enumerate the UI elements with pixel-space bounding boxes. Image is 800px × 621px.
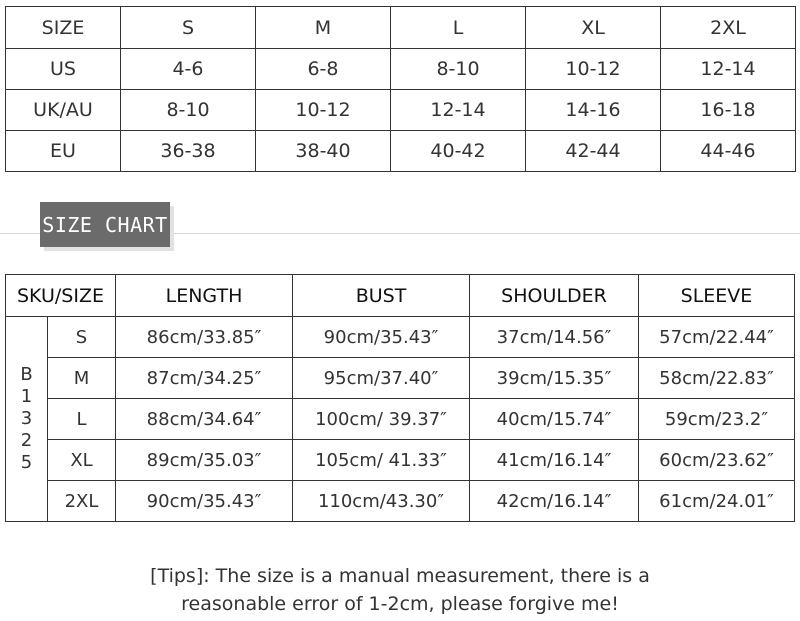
table-cell: 60cm/23.62″ <box>639 440 795 481</box>
table-row <box>6 90 796 131</box>
table-cell: 110cm/43.30″ <box>293 481 470 522</box>
header-cell: M <box>256 7 391 49</box>
region-cell: EU <box>6 131 121 172</box>
size-cell: XL <box>48 440 116 481</box>
header-cell: S <box>121 7 256 49</box>
table-cell: 12-14 <box>391 90 526 131</box>
region-cell: UK/AU <box>6 90 121 131</box>
table-cell: 8-10 <box>391 49 526 90</box>
table-cell: 39cm/15.35″ <box>470 358 639 399</box>
header-cell-bust: BUST <box>293 275 470 317</box>
table-cell: 44-46 <box>661 131 796 172</box>
header-cell-sleeve: SLEEVE <box>639 275 795 317</box>
size-chart-label: SIZE CHART <box>40 202 170 247</box>
table-row <box>6 440 795 481</box>
table-cell: 87cm/34.25″ <box>116 358 293 399</box>
table-cell: 89cm/35.03″ <box>116 440 293 481</box>
header-cell-length: LENGTH <box>116 275 293 317</box>
size-cell: L <box>48 399 116 440</box>
table-cell: 40cm/15.74″ <box>470 399 639 440</box>
table-cell: 59cm/23.2″ <box>639 399 795 440</box>
tips-line-1: [Tips]: The size is a manual measurement, there is a <box>150 565 650 587</box>
table-cell: 88cm/34.64″ <box>116 399 293 440</box>
table-header-row <box>6 275 795 317</box>
header-cell: 2XL <box>661 7 796 49</box>
table-cell: 16-18 <box>661 90 796 131</box>
table-cell: 38-40 <box>256 131 391 172</box>
table-cell: 58cm/22.83″ <box>639 358 795 399</box>
table-cell: 36-38 <box>121 131 256 172</box>
table-row <box>6 49 796 90</box>
size-cell: 2XL <box>48 481 116 522</box>
table-cell: 42-44 <box>526 131 661 172</box>
table-row <box>6 399 795 440</box>
size-cell: M <box>48 358 116 399</box>
table-cell: 100cm/ 39.37″ <box>293 399 470 440</box>
table-cell: 42cm/16.14″ <box>470 481 639 522</box>
size-conversion-table <box>5 6 796 172</box>
table-cell: 10-12 <box>526 49 661 90</box>
table-row <box>6 317 795 358</box>
table-cell: 90cm/35.43″ <box>293 317 470 358</box>
sku-cell <box>6 317 48 522</box>
table-cell: 57cm/22.44″ <box>639 317 795 358</box>
header-cell: XL <box>526 7 661 49</box>
table-cell: 41cm/16.14″ <box>470 440 639 481</box>
sku-code: B 1 3 2 5 <box>20 364 33 473</box>
table-cell: 37cm/14.56″ <box>470 317 639 358</box>
header-cell-shoulder: SHOULDER <box>470 275 639 317</box>
table-cell: 14-16 <box>526 90 661 131</box>
table-cell: 4-6 <box>121 49 256 90</box>
table-cell: 12-14 <box>661 49 796 90</box>
table-cell: 8-10 <box>121 90 256 131</box>
table-cell: 90cm/35.43″ <box>116 481 293 522</box>
tips-line-2: reasonable error of 1-2cm, please forgive me! <box>181 593 619 615</box>
size-cell: S <box>48 317 116 358</box>
region-cell: US <box>6 49 121 90</box>
measurement-table <box>5 274 795 522</box>
header-cell: SIZE <box>6 7 121 49</box>
table-row <box>6 481 795 522</box>
table-cell: 86cm/33.85″ <box>116 317 293 358</box>
table-row <box>6 131 796 172</box>
header-cell: L <box>391 7 526 49</box>
table-cell: 105cm/ 41.33″ <box>293 440 470 481</box>
header-cell-sku-size: SKU/SIZE <box>6 275 116 317</box>
table-cell: 61cm/24.01″ <box>639 481 795 522</box>
table-header-row <box>6 7 796 49</box>
table-cell: 10-12 <box>256 90 391 131</box>
table-cell: 95cm/37.40″ <box>293 358 470 399</box>
tips-note <box>0 562 800 618</box>
table-cell: 6-8 <box>256 49 391 90</box>
table-cell: 40-42 <box>391 131 526 172</box>
table-row <box>6 358 795 399</box>
